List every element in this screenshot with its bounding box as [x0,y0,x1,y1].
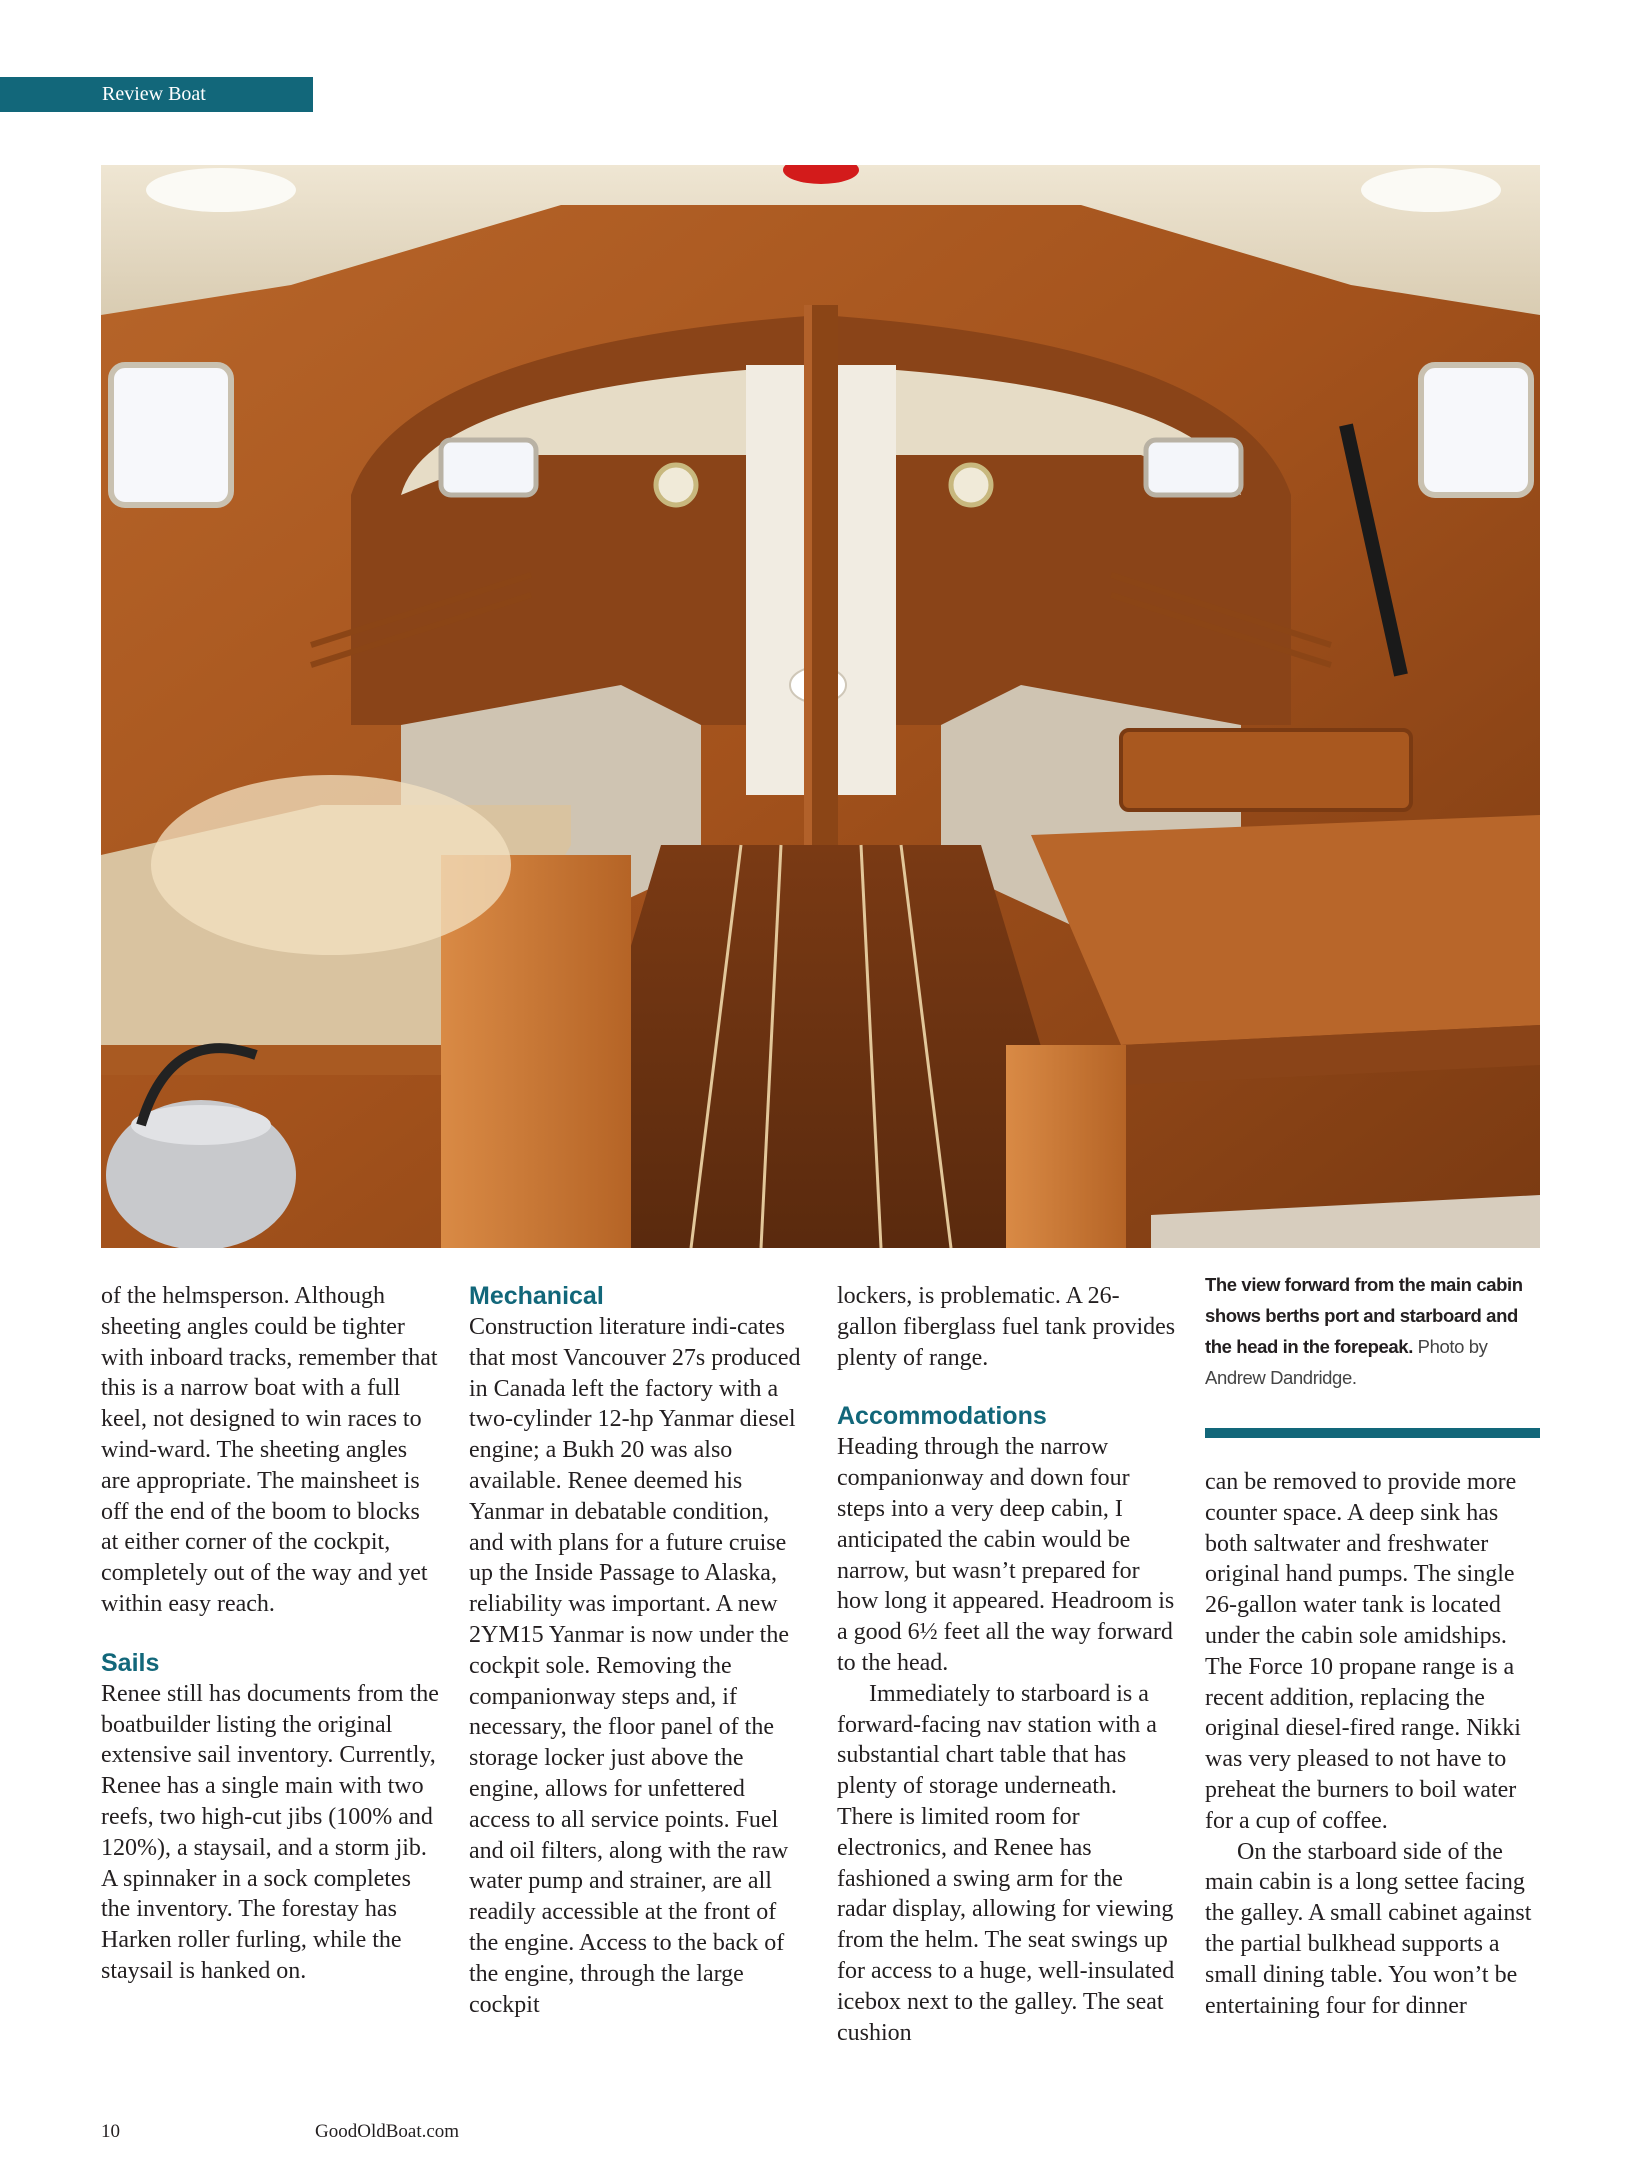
column-1 [101,1281,441,1987]
col3-paragraph-3: Immediately to starboard is a forward-facing nav station with a substantial chart table that has plenty of storage underneath. There is limited room for electronics, and Renee has fashioned a swing arm for the radar display, allowing for viewing from the helm. The seat swings up for access to a huge, well-insulated icebox next to the galley. The seat cushion [837,1680,1175,2046]
photo-credit: Photo by Andrew Dandridge. [1205,1336,1488,1388]
caption-text: The view forward from the main cabin shows berths port and starboard and the head in the forepeak. [1205,1274,1523,1357]
column-4 [1205,1467,1545,2021]
section-tag: Review Boat [0,77,313,112]
heading-mechanical: Mechanical [469,1282,604,1310]
column-2 [469,1281,809,2020]
col1-paragraph-1: of the helmsperson. Although sheeting angles could be tighter with inboard tracks, remember that this is a narrow boat with a full keel, not designed to win races to wind-ward. The sheeting angles are appropriate. The mainsheet is off the end of the boom to blocks at either corner of the cockpit, completely out of the way and yet within easy reach. [101,1283,438,1617]
col1-paragraph-2: Renee still has documents from the boatbuilder listing the original extensive sail inventory. Currently, Renee has a single main with two reefs, two high-cut jibs (100% and 120%), a staysail, and a storm jib. A spinnaker in a sock completes the inventory. The forestay has Harken roller furling, while the staysail is hanked on. [101,1680,439,1984]
col3-paragraph-2: Heading through the narrow companionway and down four steps into a very deep cabin, I anticipated the cabin would be narrow, but wasn’t prepared for how long it appeared. Headroom is a good 6½ feet all the way forward to the head. [837,1434,1175,1676]
page-number: 10 [101,2121,120,2142]
col4-paragraph-2: On the starboard side of the main cabin is a long settee facing the galley. A small cabinet against the partial bulkhead supports a small dining table. You won’t be entertaining four for dinner [1205,1838,1532,2019]
caption-rule [1205,1428,1540,1438]
heading-accommodations: Accommodations [837,1402,1047,1431]
column-3 [837,1281,1177,2048]
cabin-illustration [101,165,1540,1248]
site-name: GoodOldBoat.com [315,2121,460,2142]
col4-paragraph-1: can be removed to provide more counter space. A deep sink has both saltwater and freshwater original hand pumps. The single 26-gallon water tank is located under the cabin sole amidships. The Force 10 propane range is a recent addition, replacing the original diesel-fired range. Nikki was very pleased to not have to preheat the burners to boil water for a cup of coffee. [1205,1469,1521,1834]
col2-paragraph-1: Construction literature indi-cates that most Vancouver 27s produced in Canada left the factory with a two-cylinder 12-hp Yanmar diesel engine; a Bukh 20 was also available. Renee deemed his Yanmar in debatable condition, and with plans for a future cruise up the Inside Passage to Alaska, reliability was important. A new 2YM15 Yanmar is now under the cockpit sole. Removing the companionway steps and, if necessary, the floor panel of the storage locker just above the engine, allows for unfettered access to all service points. Fuel and oil filters, along with the raw water pump and strainer, are all readily accessible at the front of the engine. Access to the back of the engine, through the large cockpit [469,1314,801,2018]
col3-paragraph-1: lockers, is problematic. A 26-gallon fiberglass fuel tank provides plenty of range. [837,1283,1176,1371]
photo-caption [1205,1269,1540,1393]
cabin-photo [101,165,1540,1248]
heading-sails: Sails [101,1648,160,1677]
